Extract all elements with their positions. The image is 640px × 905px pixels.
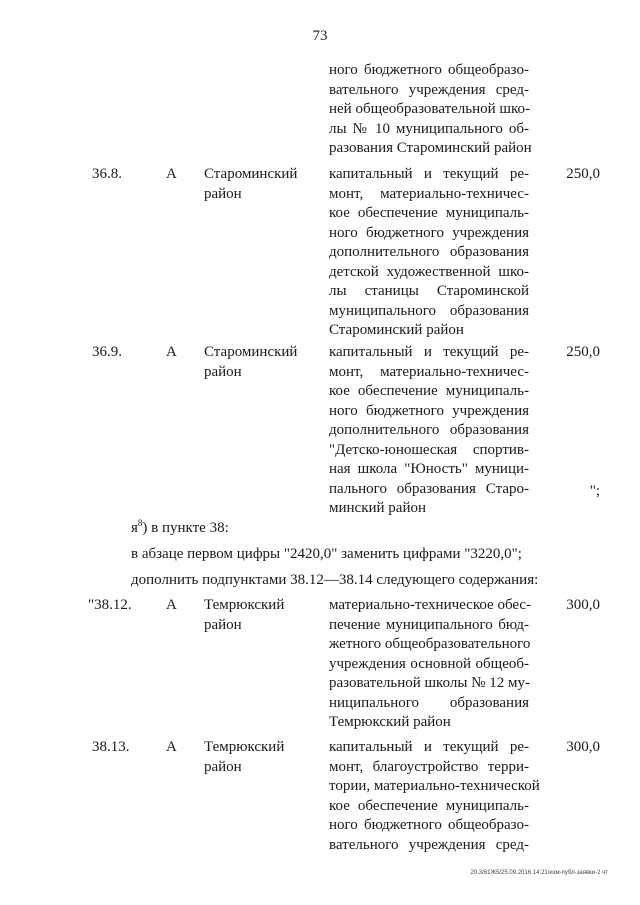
row-category: А bbox=[166, 344, 177, 360]
description-line: монт, материально-техничес- bbox=[329, 363, 529, 380]
row-amount: 250,0 bbox=[566, 166, 600, 182]
description-line: детской художественной шко- bbox=[329, 263, 529, 280]
description-line: материально-техническое обес- bbox=[329, 597, 532, 613]
description-line: ного бюджетного учреждения bbox=[329, 224, 529, 241]
row-amount: 250,0 bbox=[566, 344, 600, 360]
description-line: кое обеспечение муниципаль- bbox=[329, 797, 529, 814]
page-number: 73 bbox=[312, 28, 328, 44]
description-line: ного бюджетного общеобразо- bbox=[329, 817, 529, 833]
instruction-paragraph: дополнить подпунктами 38.12—38.14 следующего содержания: bbox=[131, 572, 539, 588]
description-line: вательного учреждения сред- bbox=[329, 81, 529, 98]
description-line: кое обеспечение муниципаль- bbox=[329, 205, 529, 221]
continuation-description bbox=[329, 61, 532, 159]
description-line: Темрюкский район bbox=[329, 714, 451, 730]
description-line: вательного учреждения сред- bbox=[329, 836, 529, 853]
row-category: А bbox=[166, 739, 177, 755]
description-line: ная школа "Юность" муници- bbox=[329, 461, 529, 477]
row-description bbox=[329, 738, 540, 855]
instruction-paragraph: в абзаце первом цифры "2420,0" заменить цифрами "3220,0"; bbox=[131, 546, 522, 562]
description-line: дополнительного образования bbox=[329, 422, 529, 438]
description-line: лы № 10 муниципального об- bbox=[329, 120, 529, 137]
description-line: капитальный и текущий ре- bbox=[329, 166, 529, 182]
closing-quote-mark: "; bbox=[589, 483, 600, 499]
description-line: монт, материально-техничес- bbox=[329, 185, 529, 202]
row-description bbox=[329, 165, 529, 341]
description-line: ней общеобразовательной шко- bbox=[329, 101, 530, 117]
description-line: разования Староминский район bbox=[329, 140, 532, 156]
description-line: ного бюджетного учреждения bbox=[329, 402, 529, 419]
description-line: пального образования Старо- bbox=[329, 480, 529, 497]
description-line: "Детско-юношеская спортив- bbox=[329, 441, 529, 458]
row-category: А bbox=[166, 166, 177, 182]
document-footer: 20.3/61Ж5/25.09.2016 14:21/изм-публ-заявки-2 чт bbox=[470, 870, 608, 876]
row-number: "38.12. bbox=[88, 597, 132, 613]
row-district: Темрюкский район bbox=[204, 597, 285, 633]
row-category: А bbox=[166, 597, 177, 613]
description-line: печение муниципального бюд- bbox=[329, 616, 529, 633]
row-description bbox=[329, 596, 532, 733]
row-number: 38.13. bbox=[92, 739, 130, 755]
item-text: ) в пункте 38: bbox=[142, 520, 229, 536]
description-line: ниципального образования bbox=[329, 694, 529, 711]
description-line: минский район bbox=[329, 500, 427, 516]
row-amount: 300,0 bbox=[566, 597, 600, 613]
description-line: капитальный и текущий ре- bbox=[329, 739, 529, 755]
footnote-ref: 8 bbox=[137, 518, 143, 528]
description-line: разовательной школы № 12 му- bbox=[329, 675, 530, 691]
description-line: жетного общеобразовательного bbox=[329, 636, 531, 652]
description-line: учреждения основной общеоб- bbox=[329, 655, 529, 672]
row-district: Староминский район bbox=[204, 166, 298, 202]
row-number: 36.9. bbox=[92, 344, 122, 360]
description-line: муниципального образования bbox=[329, 302, 529, 319]
description-line: лы станицы Староминской bbox=[329, 283, 529, 299]
description-line: тории, материально-технической bbox=[329, 778, 540, 794]
item-heading bbox=[131, 519, 229, 538]
row-description bbox=[329, 343, 529, 519]
description-line: Староминский район bbox=[329, 322, 464, 338]
description-line: кое обеспечение муниципаль- bbox=[329, 383, 529, 399]
row-district: Староминский район bbox=[204, 344, 298, 380]
row-district: Темрюкский район bbox=[204, 739, 285, 775]
description-line: монт, благоустройство терри- bbox=[329, 758, 529, 775]
row-amount: 300,0 bbox=[566, 739, 600, 755]
row-number: 36.8. bbox=[92, 166, 122, 182]
description-line: ного бюджетного общеобразо- bbox=[329, 62, 529, 78]
description-line: капитальный и текущий ре- bbox=[329, 344, 529, 360]
description-line: дополнительного образования bbox=[329, 244, 529, 260]
item-letter: я bbox=[131, 520, 138, 536]
